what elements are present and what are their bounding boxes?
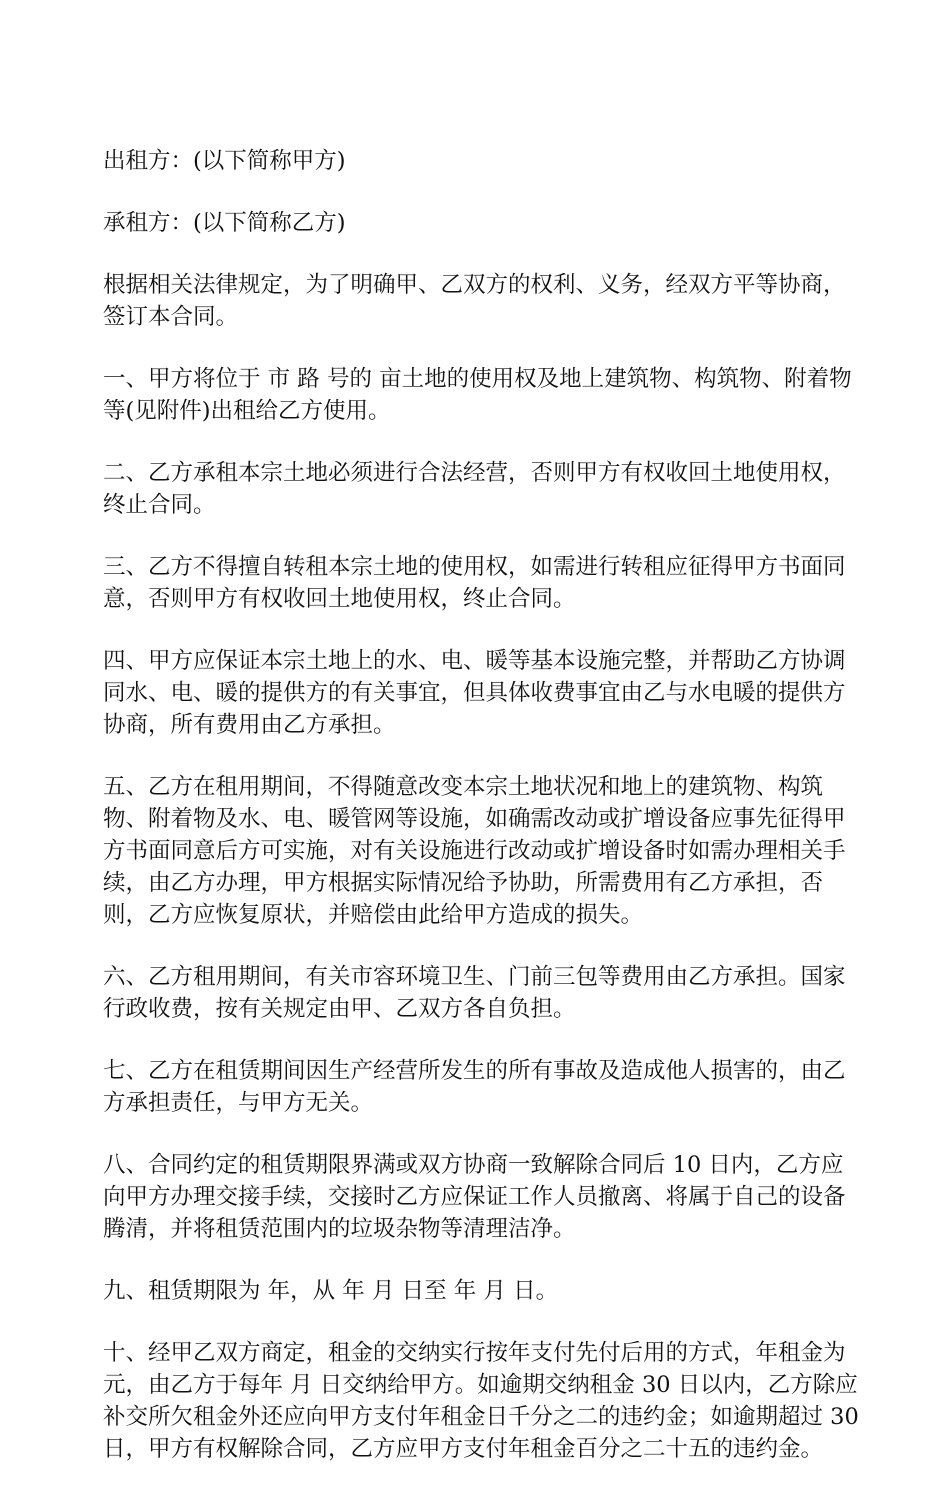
lessor-line: 出租方：(以下简称甲方) xyxy=(103,148,346,174)
clause-3: 三、乙方不得擅自转租本宗土地的使用权，如需进行转租应征得甲方书面同意，否则甲方有权收回土地使用权，终止合同。 xyxy=(103,554,846,612)
preamble-paragraph: 根据相关法律规定，为了明确甲、乙双方的权利、义务，经双方平等协商，签订本合同。 xyxy=(103,272,846,330)
clause-4: 四、甲方应保证本宗土地上的水、电、暖等基本设施完整，并帮助乙方协调同水、电、暖的提供方的有关事宜，但具体收费事宜由乙与水电暖的提供方协商，所有费用由乙方承担。 xyxy=(103,648,846,738)
contract-body xyxy=(103,145,866,1495)
clause-5: 五、乙方在租用期间，不得随意改变本宗土地状况和地上的建筑物、构筑物、附着物及水、电、暖管网等设施，如确需改动或扩增设备应事先征得甲方书面同意后方可实施，对有关设施进行改动或扩增设备时如需办理相关手续，由乙方办理，甲方根据实际情况给予协助，所需费用有乙方承担，否则，乙方应恢复原状，并赔偿由此给甲方造成的损失。 xyxy=(103,774,846,928)
clause-7: 七、乙方在租赁期间因生产经营所发生的所有事故及造成他人损害的，由乙方承担责任，与甲方无关。 xyxy=(103,1058,846,1116)
clause-2: 二、乙方承租本宗土地必须进行合法经营，否则甲方有权收回土地使用权，终止合同。 xyxy=(103,460,846,518)
clause-10: 十、经甲乙双方商定，租金的交纳实行按年支付先付后用的方式，年租金为 元，由乙方于每年 月 日交纳给甲方。如逾期交纳租金 30 日以内，乙方除应补交所欠租金外还应向甲方支付年租金日千分之二的违约金；如逾期超过 30 日，甲方有权解除合同，乙方应甲方支付年租金百分之二十五的违约金。 xyxy=(103,1340,866,1462)
clause-1: 一、甲方将位于 市 路 号的 亩土地的使用权及地上建筑物、构筑物、附着物等(见附件)出租给乙方使用。 xyxy=(103,366,852,424)
clause-6: 六、乙方租用期间，有关市容环境卫生、门前三包等费用由乙方承担。国家行政收费，按有关规定由甲、乙双方各自负担。 xyxy=(103,964,846,1022)
lessee-line: 承租方：(以下简称乙方) xyxy=(103,210,346,236)
clause-8: 八、合同约定的租赁期限界满或双方协商一致解除合同后 10 日内，乙方应向甲方办理交接手续，交接时乙方应保证工作人员撤离、将属于自己的设备腾清，并将租赁范围内的垃圾杂物等清理洁净。 xyxy=(103,1152,846,1242)
clause-9: 九、租赁期限为 年，从 年 月 日至 年 月 日。 xyxy=(103,1278,559,1304)
